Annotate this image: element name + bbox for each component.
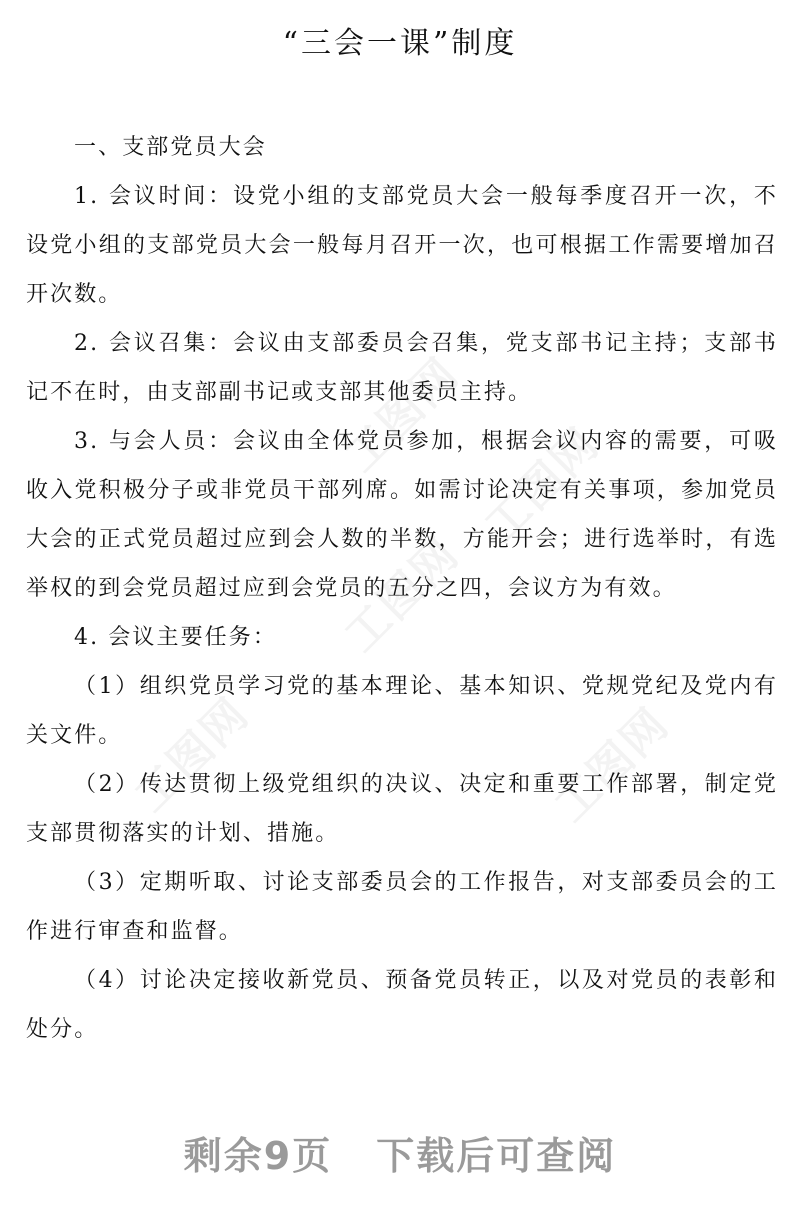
remaining-pages-label: 剩余9页 (183, 1134, 333, 1178)
list-item: （3）定期听取、讨论支部委员会的工作报告，对支部委员会的工作进行审查和监督。 (26, 870, 778, 944)
download-banner[interactable] (0, 1128, 800, 1184)
watermark: 工图网 (545, 698, 680, 833)
watermark: 工图网 (125, 688, 260, 823)
watermark: 工图网 (335, 348, 470, 483)
document-body (26, 123, 778, 1054)
download-hint-label: 下载后可查阅 (376, 1134, 617, 1178)
paragraph: 2. 会议召集：会议由支部委员会召集，党支部书记主持；支部书记不在时，由支部副书记或支部其他委员主持。 (26, 331, 778, 405)
list-item: （4）讨论决定接收新党员、预备党员转正，以及对党员的表彰和处分。 (26, 968, 778, 1042)
watermark: 工图网 (475, 418, 610, 553)
section-heading: 一、支部党员大会 (74, 135, 267, 160)
page-title: “三会一课”制度 (282, 26, 518, 61)
list-item: （2）传达贯彻上级党组织的决议、决定和重要工作部署，制定党支部贯彻落实的计划、措施。 (26, 772, 778, 846)
paragraph: 1. 会议时间：设党小组的支部党员大会一般每季度召开一次，不设党小组的支部党员大会一般每月召开一次，也可根据工作需要增加召开次数。 (26, 184, 778, 307)
paragraph: 4. 会议主要任务： (74, 625, 277, 650)
watermark: 工图网 (335, 528, 470, 663)
paragraph: 3. 与会人员：会议由全体党员参加，根据会议内容的需要，可吸收入党积极分子或非党员干部列席。如需讨论决定有关事项，参加党员大会的正式党员超过应到会人数的半数，方能开会；进行选举时，有选举权的到会党员超过应到会党员的五分之四，会议方为有效。 (26, 429, 778, 601)
list-item: （1）组织党员学习党的基本理论、基本知识、党规党纪及党内有关文件。 (26, 674, 778, 748)
